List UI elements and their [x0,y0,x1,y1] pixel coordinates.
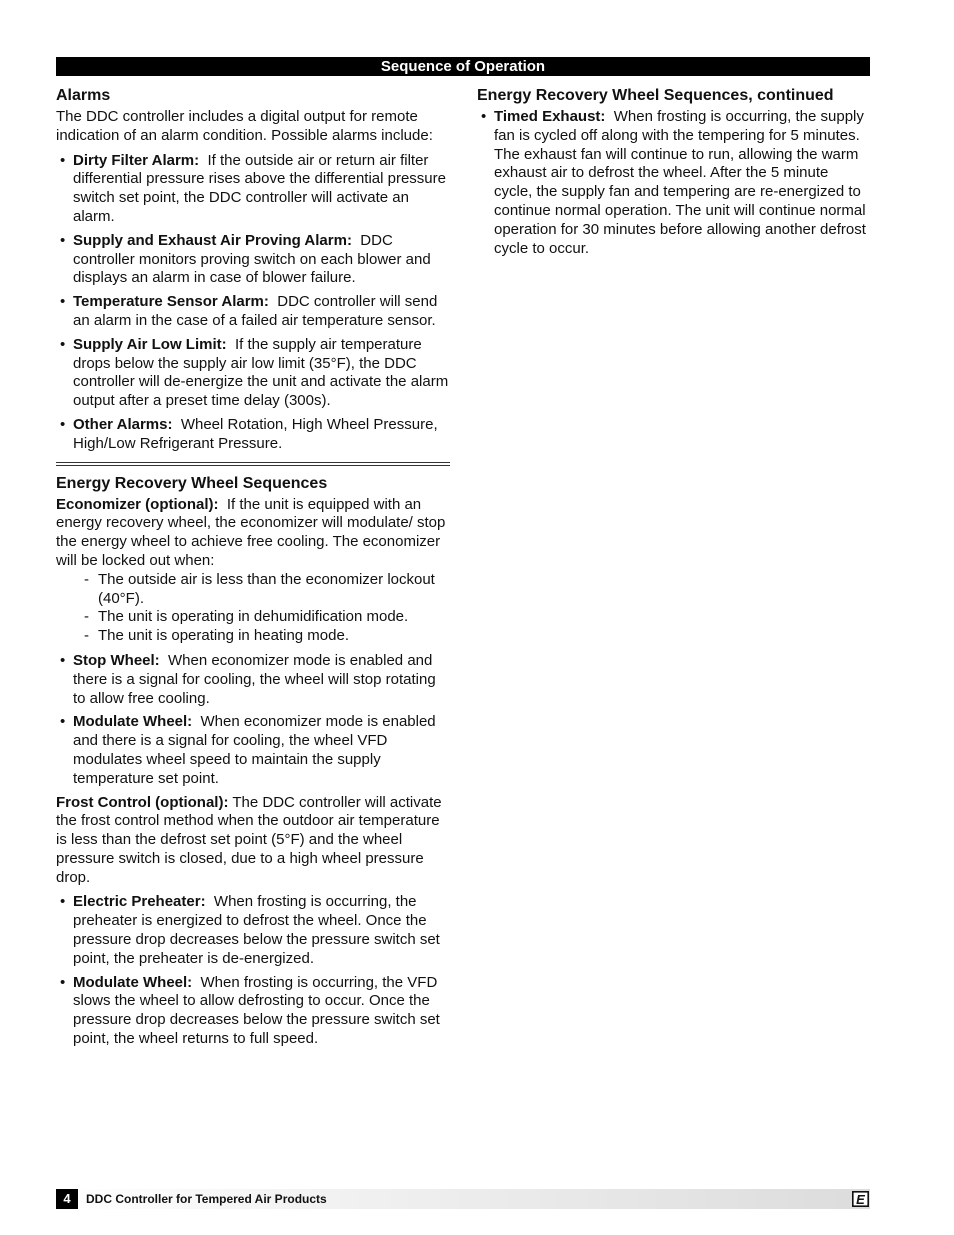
alarm-item: • Dirty Filter Alarm: If the outside air or return air filter differential pressure rises above the differential pressure switch set point, the DDC controller will activate an alarm. [60,151,446,225]
page-number: 4 [56,1189,78,1209]
frost-method: • Electric Preheater: When frosting is occurring, the preheater is energized to defrost the wheel. Once the pressure drop decreases below the pressure switch set point, the preheater is de-energized. [60,893,440,967]
lockout-condition: - The outside air is less than the economizer lockout (40°F). [84,570,435,607]
economizer-method: • Modulate Wheel: When economizer mode is enabled and there is a signal for cooling, the wheel VFD modulates wheel speed to maintain the supply temperature set point. [60,713,436,787]
brand-logo-icon [852,1191,869,1207]
frost-methods-list [56,893,450,1048]
lockout-condition: - The unit is operating in dehumidification mode. [84,608,409,626]
alarm-term: Supply Air Low Limit: [73,335,227,353]
section-divider [56,462,450,466]
economizer-term: Economizer (optional): [56,495,219,513]
alarm-term: Dirty Filter Alarm: [73,151,200,169]
frost-method: • Modulate Wheel: When frosting is occurring, the VFD slows the wheel to allow defrosting to occur. Once the pressure drop decreases below the pressure switch set point, the wheel returns to full speed. [60,973,440,1048]
alarm-item: • Supply and Exhaust Air Proving Alarm: DDC controller monitors proving switch on each blower and displays an alarm in case of blower failure. [60,231,431,287]
alarm-item: • Supply Air Low Limit: If the supply air temperature drops below the supply air low limit (35°F), the DDC controller will de-energize the unit and activate the alarm output after a preset time delay (300s). [60,335,449,410]
banner-title: Sequence of Operation [380,58,546,75]
logo-letter: E [856,1192,865,1207]
alarms-intro: The DDC controller includes a digital output for remote indication of an alarm condition. Possible alarms include: [56,108,433,144]
alarm-item: • Temperature Sensor Alarm: DDC controller will send an alarm in the case of a failed air temperature sensor. [60,293,438,329]
alarm-text: If the supply air temperature drops below the supply air low limit (35°F), the DDC controller will de-energize the unit and activate the alarm output after a preset time delay (300s). [73,335,449,410]
economizer-paragraph [56,496,450,571]
alarms-heading: Alarms [56,87,111,104]
right-column [477,86,867,263]
erw-continued-heading: Energy Recovery Wheel Sequences, continued [477,87,834,104]
economizer-methods-list [56,652,450,789]
economizer-text: If the unit is equipped with an energy recovery wheel, the economizer will modulate/ stop the energy wheel to achieve free cooling. The economizer will be locked out when: [56,495,446,569]
alarm-term: Supply and Exhaust Air Proving Alarm: [73,231,352,249]
frost-term: Frost Control (optional): [56,793,229,811]
alarm-term: Other Alarms: [73,415,173,433]
alarm-text: If the outside air or return air filter differential pressure rises above the differential pressure switch set point, the DDC controller will activate an alarm. [73,151,446,225]
economizer-method: • Stop Wheel: When economizer mode is enabled and there is a signal for cooling, the wheel will stop rotating to allow free cooling. [60,651,436,707]
erw-continued-list [477,108,867,258]
lockout-conditions-list [56,571,450,646]
alarms-list [56,152,450,454]
alarm-item: • Other Alarms: Wheel Rotation, High Wheel Pressure, High/Low Refrigerant Pressure. [60,415,438,452]
alarm-text: DDC controller will send an alarm in the case of a failed air temperature sensor. [73,293,438,329]
frost-control-paragraph [56,794,450,888]
frost-method: • Timed Exhaust: When frosting is occurring, the supply fan is cycled off along with the tempering for 5 minutes. The exhaust fan will continue to run, allowing the warm exhaust air to defrost the wheel. After the 5 minute cycle, the supply fan and tempering are re-energized to continue normal operation. The unit will continue normal operation for 30 minutes before allowing another defrost cycle to occur. [481,108,866,257]
left-column [56,86,450,1054]
alarm-term: Temperature Sensor Alarm: [73,293,269,311]
section-banner [56,57,870,76]
footer-title: DDC Controller for Tempered Air Products [86,1192,327,1206]
frost-text: The DDC controller will activate the frost control method when the outdoor air temperature is less than the defrost set point (5°F) and the wheel pressure switch is closed, due to a high wheel pressure drop. [56,793,442,886]
alarm-text: Wheel Rotation, High Wheel Pressure, High/Low Refrigerant Pressure. [73,415,438,452]
lockout-condition: - The unit is operating in heating mode. [84,627,349,645]
erw-heading: Energy Recovery Wheel Sequences [56,474,328,492]
alarm-text: DDC controller monitors proving switch on each blower and displays an alarm in case of blower failure. [73,231,431,287]
